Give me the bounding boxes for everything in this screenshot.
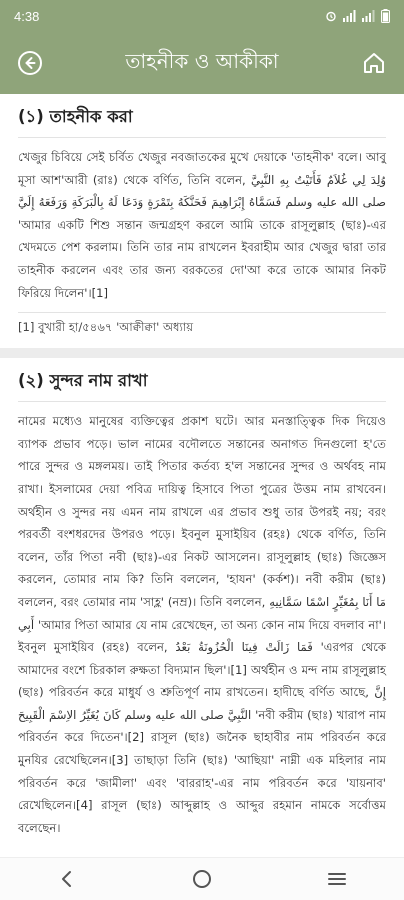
section-good-name <box>0 358 404 849</box>
back-arrow-icon <box>17 50 43 76</box>
alarm-icon <box>325 10 337 22</box>
signal-icon <box>343 10 356 22</box>
section-heading: (২) সুন্দর নাম রাখা <box>18 368 386 402</box>
back-button[interactable] <box>13 46 47 80</box>
section-divider <box>0 348 404 358</box>
article-content[interactable] <box>0 94 404 858</box>
status-icons <box>325 9 390 23</box>
section-tahnik <box>0 94 404 348</box>
menu-icon <box>327 871 347 887</box>
status-bar <box>0 0 404 32</box>
section-body: নামের মধ্যেও মানুষের ব্যক্তিত্বের প্রকাশ ঘটে। আর মনস্তাত্ত্বিক দিক দিয়েও ব্যাপক প্রভাব পড়ে। ভাল নামের বদৌলতে সন্তানের অনাগত দিনগুলো হ'তে পারে সুন্দর ও মঙ্গলময়। তাই পিতার কর্তব্য হ'ল সন্তানের সুন্দর ও অর্থবহ নাম রাখা। ইসলামের দেয়া পবিত্র দায়িত্ব হিসাবে পিতা পুত্রের উত্তম নাম রাখবেন। অর্থহীন ও সুন্দর নয় এমন নাম রাখলে এর প্রভাব শুধু তার উপরই নয়; বরং পরবর্তী বংশধরদের উপরও পড়ে। ইবনুল মুসাইয়িব (রহঃ) থেকে বর্ণিত, তিনি বলেন, তাঁর পিতা নবী (ছাঃ)-এর নিকট আসলেন। রাসূলুল্লাহ (ছাঃ) জিজ্ঞেস করলেন, তোমার নাম কি? তিনি বললেন, 'হাযন' (কর্কশ)। নবী করীম (ছাঃ) বললেন, বরং তোমার নাম 'সাহ্ল' (নম্র)। তিনি বললেন, مَا أَنَا بِمُغَيِّرٍ اسْمًا سَمَّانِيهِ أَبِي 'আমার পিতা আমার যে নাম রেখেছেন, তা অন্য কোন নাম দিয়ে বদলাব না'। ইবনুল মুসাইয়িব (রহঃ) বলেন, فَمَا زَالَتْ فِينَا الْحُزُونَةُ بَعْدُ 'এরপর থেকে আমাদের বংশে চিরকাল রুক্ষতা বিদ্যমান ছিল'।[1] অর্থহীন ও মন্দ নাম রাসূলুল্লাহ (ছাঃ) পরিবর্তন করে মাধুর্য ও শ্রুতিপূর্ণ নাম রাখতেন। হাদীছে বর্ণিত আছে, إِنَّ النَّبِيَّ صلى الله عليه وسلم كَانَ يُغَيِّرُ الاِسْمَ الْقَبِيحَ 'নবী করীম (ছাঃ) খারাপ নাম পরিবর্তন করে দিতেন'।[2] রাসূল (ছাঃ) জনৈক ছাহাবীর নাম পরিবর্তন করে মুনযির রেখেছিলেন।[3] তাছাড়া তিনি (ছাঃ) 'আছিয়া' নাম্নী এক মহিলার নাম পরিবর্তন করে 'জামীলা' এবং 'বাররাহ'-এর নাম পরিবর্তন করে 'যায়নাব' রেখেছিলেন।[4] রাসূল (ছাঃ) আব্দুল্লাহ ও আব্দুর রহমান নামকে সর্বোত্তম বলেছেন। <box>18 414 386 835</box>
section-heading: (১) তাহনীক করা <box>18 104 386 138</box>
circle-home-icon <box>192 869 212 889</box>
home-button[interactable] <box>357 46 391 80</box>
footnote: [1] বুখারী হা/৫৪৬৭ 'আক্বীক্বা' অধ্যায় <box>18 312 386 338</box>
signal-icon-2 <box>362 10 375 22</box>
status-time: 4:38 <box>14 8 40 24</box>
nav-recents-button[interactable] <box>307 859 367 899</box>
system-nav-bar <box>0 857 404 900</box>
page-title: তাহনীক ও আকীকা <box>125 48 279 73</box>
battery-icon <box>381 9 390 23</box>
nav-back-button[interactable] <box>37 859 97 899</box>
chevron-left-icon <box>60 870 74 888</box>
app-bar <box>0 32 404 94</box>
nav-home-button[interactable] <box>172 859 232 899</box>
home-icon <box>361 50 387 76</box>
section-body: খেজুর চিবিয়ে সেই চর্বিত খেজুর নবজাতকের মুখে দেয়াকে 'তাহনীক' বলে। আবু মূসা আশ'আরী (রাঃ) থেকে বর্ণিত, তিনি বলেন, وُلِدَ لِي غُلاَمٌ فَأَتَيْتُ بِهِ النَّبِيَّ صلى الله عليه وسلم فَسَمَّاهُ إِبْرَاهِيمَ فَحَنَّكَهُ بِتَمْرَةٍ وَدَعَا لَهُ بِالْبَرَكَةِ وَرَفَعَهُ إِلَيَّ 'আমার একটি শিশু সন্তান জন্মগ্রহণ করলে আমি তাকে রাসূলুল্লাহ (ছাঃ)-এর খেদমতে পেশ করলাম। তিনি তার নাম রাখলেন ইবরাহীম আর খেজুর দ্বারা তার তাহনীক করলেন এবং তার জন্য বরকতের দো'আ করে তাকে আমার নিকট ফিরিয়ে দিলেন'।[1] <box>18 150 387 300</box>
